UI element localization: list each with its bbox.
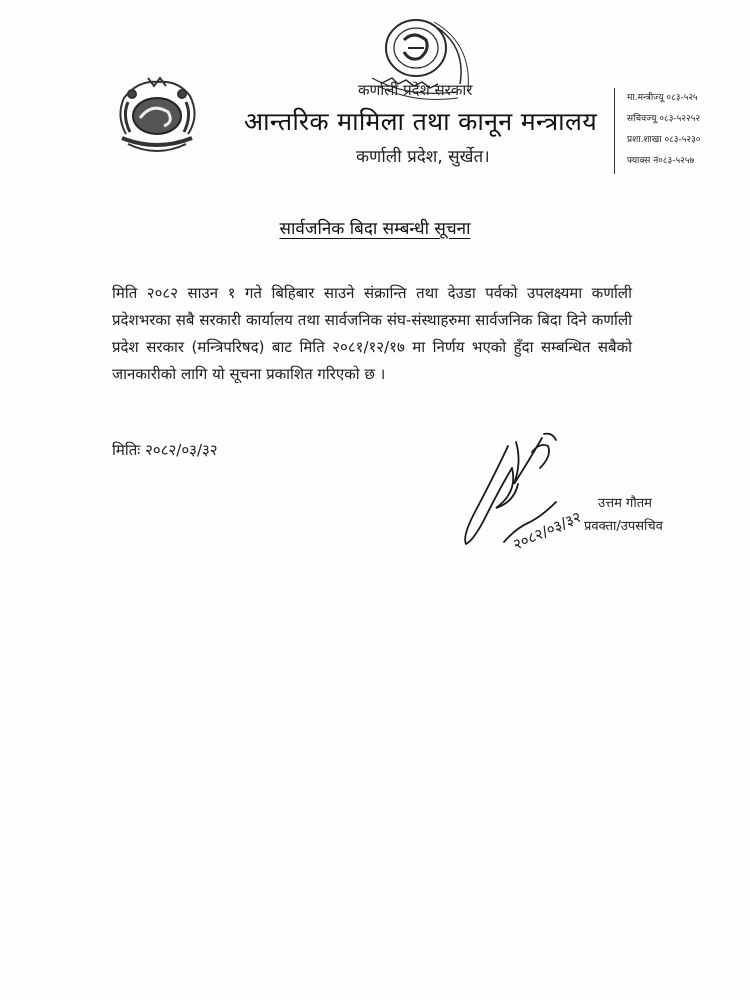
signatory-name: उत्तम गौतम — [598, 496, 652, 511]
signatory-title: प्रवक्ता/उपसचिव — [584, 519, 663, 534]
notice-title — [0, 216, 750, 239]
contact-numbers — [614, 88, 744, 174]
government-name: कर्णाली प्रदेश सरकार — [358, 81, 473, 99]
signature-date-handwritten: २०८२/०३/३२ — [510, 507, 584, 554]
office-address: कर्णाली प्रदेश, सुर्खेत। — [356, 147, 490, 167]
notice-body: मिति २०८२ साउन १ गते बिहिबार साउने संक्रान्ति तथा देउडा पर्वको उपलक्ष्यमा कर्णाली प्रदेशभरका सबै सरकारी कार्यालय तथा सार्वजनिक संघ-संस्थाहरुमा सार्वजनिक बिदा दिने कर्णाली प्रदेश सरकार (मन्त्रिपरिषद) बाट मिति २०८१/१२/१७ मा निर्णय भएको हुँदा सम्बन्धित सबैको जानकारीको लागि यो सूचना प्रकाशित गरिएको छ । — [112, 284, 632, 383]
notice-title-text: सार्वजनिक बिदा सम्बन्धी सूचना — [279, 219, 471, 239]
contact-minister: मा.मन्त्रीज्यू ०८३-५२५ — [627, 93, 698, 103]
contact-admin-section: प्रशा.शाखा ०८३-५२३० — [627, 135, 701, 145]
contact-secretary: सचिवज्यू ०८३-५२२५२ — [627, 114, 701, 124]
government-emblem-icon — [108, 72, 206, 162]
ministry-title: आन्तरिक मामिला तथा कानून मन्त्रालय — [244, 107, 597, 136]
contact-fax: फ्याक्स नं०८३-५२५७ — [627, 156, 695, 166]
notice-date: मितिः २०८२/०३/३२ — [112, 441, 218, 459]
